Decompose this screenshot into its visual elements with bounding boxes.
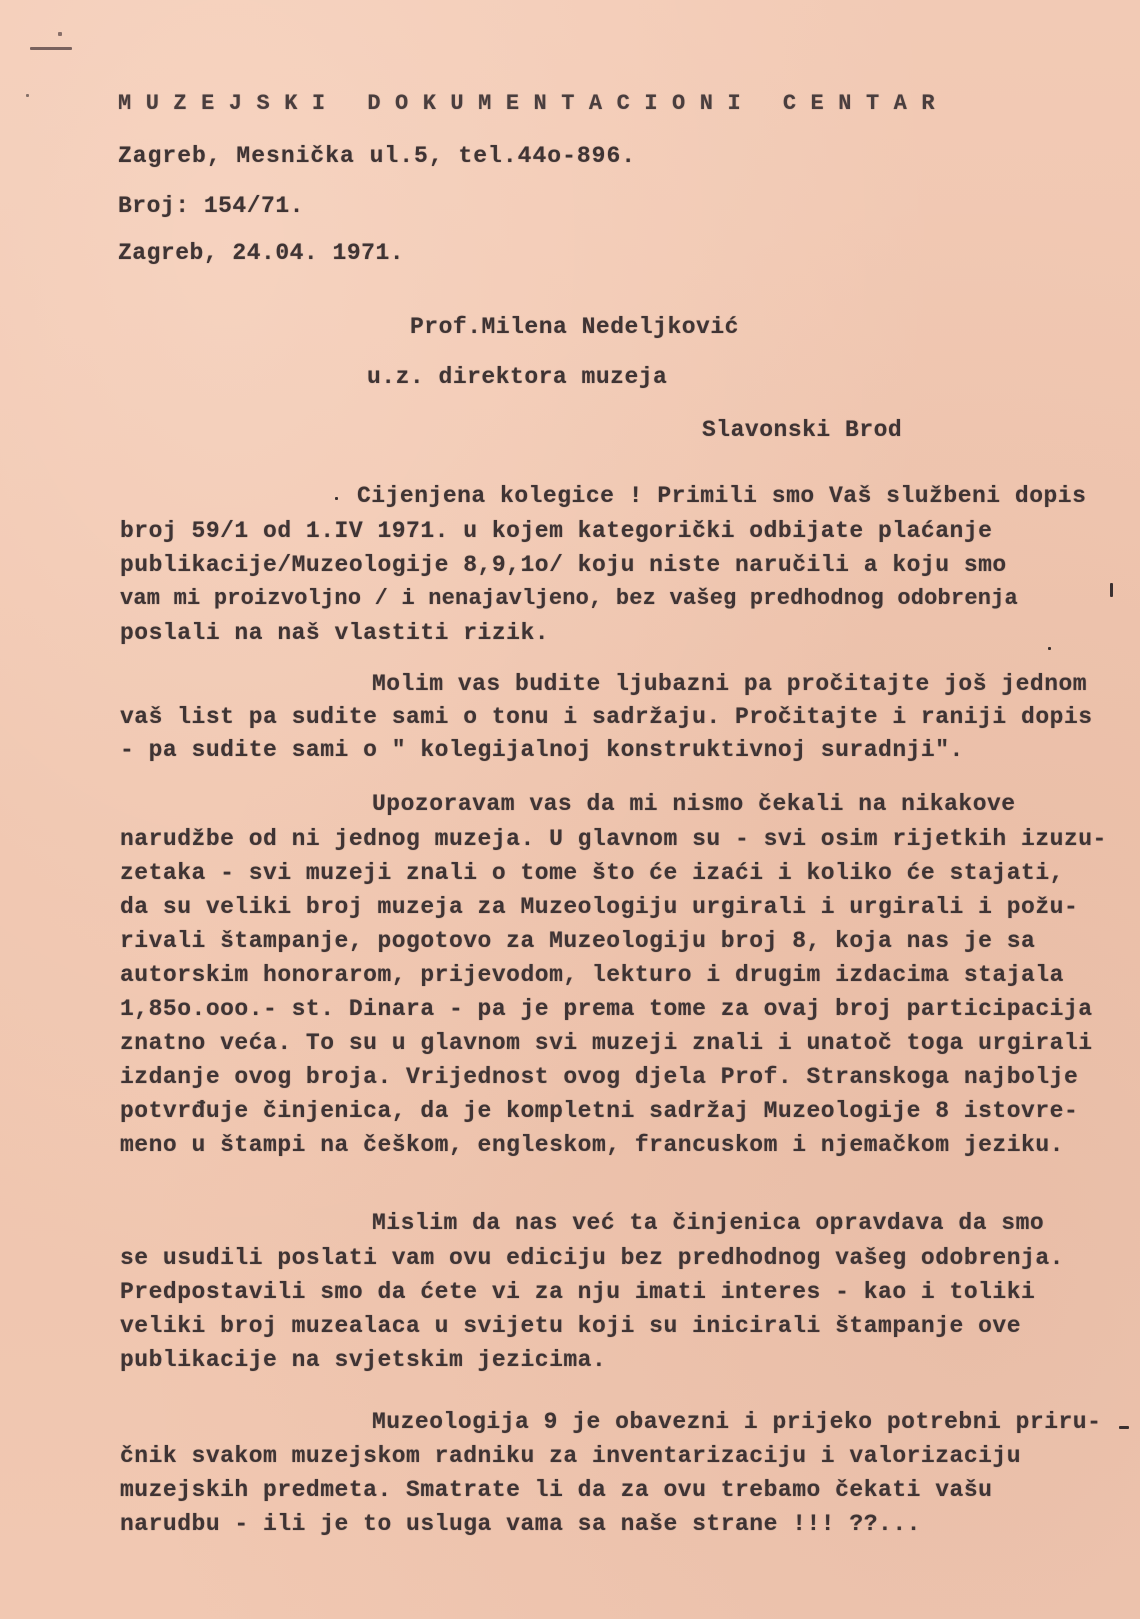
paragraph-line: muzejskih predmeta. Smatrate li da za ovu trebamo čekati vašu [120, 1477, 993, 1503]
paragraph-line: autorskim honorarom, prijevodom, lekturo i drugim izdacima stajala [120, 962, 1064, 988]
paragraph-line: 1,85o.ooo.- st. Dinara - pa je prema tome za ovaj broj participacija [120, 996, 1093, 1022]
paragraph-5 [120, 1408, 1120, 1538]
stray-mark [30, 47, 72, 50]
paragraph-2 [120, 670, 1120, 764]
ink-speck [1119, 1426, 1129, 1429]
paragraph-line: Predpostavili smo da ćete vi za nju imati interes - kao i toliki [120, 1279, 1036, 1305]
recipient-title: u.z. direktora muzeja [367, 364, 668, 390]
paragraph-3 [120, 790, 1120, 1159]
paragraph-line: Muzeologija 9 je obavezni i prijeko potrebni priru- [372, 1409, 1102, 1435]
paragraph-line: narudbu - ili je to usluga vama sa naše strane !!! ??... [120, 1511, 921, 1537]
paragraph-line: Mislim da nas već ta činjenica opravdava da smo [372, 1210, 1045, 1236]
recipient-name: Prof.Milena Nedeljković [410, 314, 739, 340]
paragraph-line: vaš list pa sudite sami o tonu i sadržaju. Pročitajte i raniji dopis [120, 704, 1093, 730]
paragraph-line: izdanje ovog broja. Vrijednost ovog djela Prof. Stranskoga najbolje [120, 1064, 1079, 1090]
place-date: Zagreb, 24.04. 1971. [118, 240, 405, 266]
paragraph-line: Cijenjena kolegice ! Primili smo Vaš službeni dopis [357, 483, 1087, 509]
stray-mark [26, 94, 29, 97]
paragraph-line: da su veliki broj muzeja za Muzeologiju urgirali i urgirali i požu- [120, 894, 1079, 920]
institution-name: MUZEJSKI DOKUMENTACIONI CENTAR [118, 91, 950, 116]
paragraph-line: Molim vas budite ljubazni pa pročitajte još jednom [372, 671, 1088, 697]
ink-speck [335, 497, 338, 500]
paragraph-line: publikacije/Muzeologije 8,9,1o/ koju niste naručili a koju smo [120, 552, 1007, 578]
paragraph-line: poslali na naš vlastiti rizik. [120, 620, 550, 646]
paragraph-line: zetaka - svi muzeji znali o tome što će izaći i koliko će stajati, [120, 860, 1064, 886]
paragraph-line: narudžbe od ni jednog muzeja. U glavnom su - svi osim rijetkih izuzu- [120, 826, 1107, 852]
ink-speck [1110, 583, 1113, 597]
paragraph-line: znatno veća. To su u glavnom svi muzeji znali i unatoč toga urgirali [120, 1030, 1093, 1056]
paragraph-line: - pa sudite sami o " kolegijalnoj konstruktivnoj suradnji". [120, 737, 964, 763]
paragraph-line: publikacije na svjetskim jezicima. [120, 1347, 607, 1373]
paragraph-line: meno u štampi na češkom, engleskom, francuskom i njemačkom jeziku. [120, 1132, 1064, 1158]
paragraph-line: Upozoravam vas da mi nismo čekali na nikakove [372, 791, 1016, 817]
institution-address: Zagreb, Mesnička ul.5, tel.44o-896. [118, 143, 637, 169]
paragraph-line: broj 59/1 od 1.IV 1971. u kojem kategorički odbijate plaćanje [120, 518, 993, 544]
paragraph-4 [120, 1209, 1120, 1374]
paragraph-line: potvrđuje činjenica, da je kompletni sadržaj Muzeologije 8 istovre- [120, 1098, 1079, 1124]
recipient-city: Slavonski Brod [702, 417, 903, 443]
ink-speck [1048, 647, 1051, 650]
paragraph-line: vam mi proizvoljno / i nenajavljeno, bez vašeg predhodnog odobrenja [120, 586, 1018, 611]
paragraph-line: čnik svakom muzejskom radniku za inventarizaciju i valorizaciju [120, 1443, 1022, 1469]
paragraph-1 [120, 482, 1120, 647]
paragraph-line: rivali štampanje, pogotovo za Muzeologiju broj 8, koja nas je sa [120, 928, 1036, 954]
stray-mark [58, 32, 62, 36]
reference-number: Broj: 154/71. [118, 193, 304, 219]
paragraph-line: veliki broj muzealaca u svijetu koji su inicirali štampanje ove [120, 1313, 1022, 1339]
paragraph-line: se usudili poslati vam ovu ediciju bez predhodnog vašeg odobrenja. [120, 1245, 1064, 1271]
